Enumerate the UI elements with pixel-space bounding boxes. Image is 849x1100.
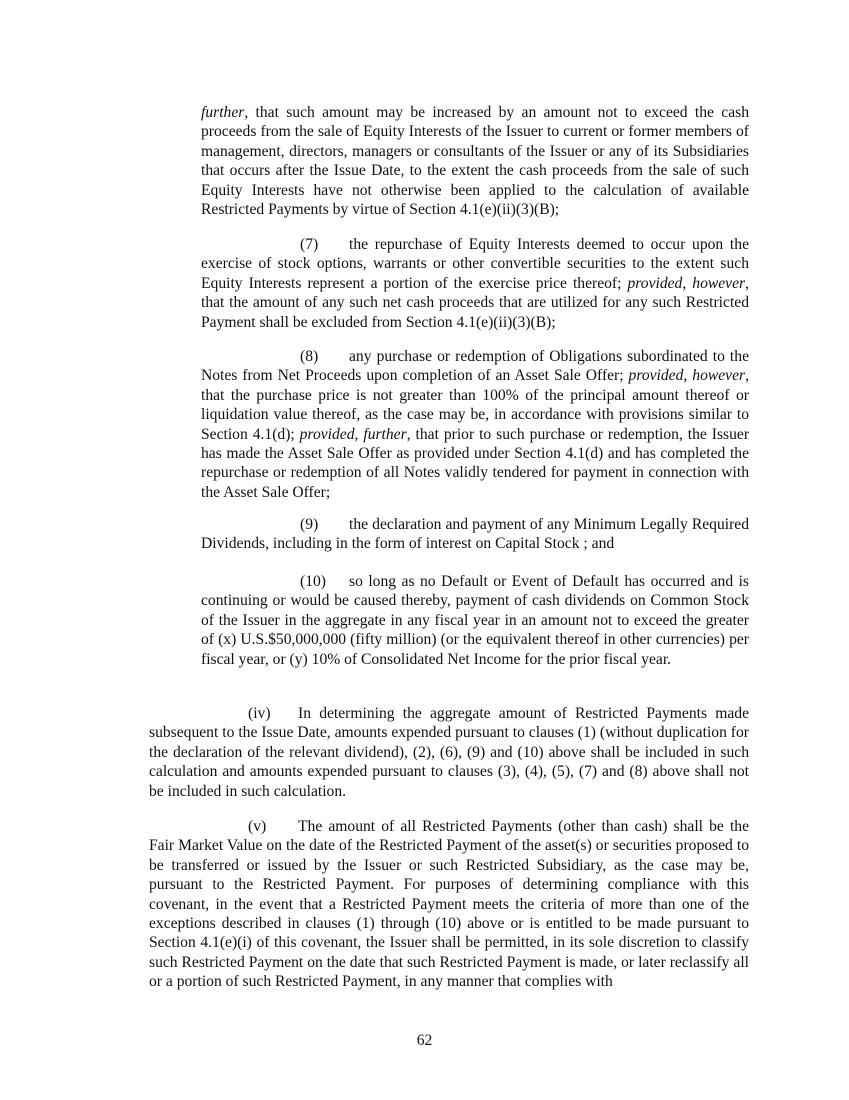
clause-iv: [149, 704, 749, 801]
clause-7-italic-1: provided: [627, 274, 683, 292]
clause-v-text: The amount of all Restricted Payments (other than cash) shall be the Fair Market Value on the date of the Restricted Payment of the asset(s) or securities proposed to be transferred or issued by the Issuer or such Restricted Subsidiary, as the case may be, pursuant to the Restricted Payment. For purposes of determining compliance with this covenant, in the event that a Restricted Payment meets the criteria of more than one of the exceptions described in clauses (1) through (10) above or is entitled to be made pursuant to Section 4.1(e)(i) of this covenant, the Issuer shall be permitted, in its sole discretion to classify such Restricted Payment on the date that such Restricted Payment is made, or later reclassify all or a portion of such Restricted Payment, in any manner that complies with: [149, 818, 749, 991]
clause-8-text-5: , that prior to such purchase or redemption, the Issuer has made the Asset Sale Offer as provided under Section 4.1(d) and has completed the repurchase or redemption of all Notes validly tendered for payment in connection with the Asset Sale Offer;: [201, 425, 750, 501]
clause-8-text-3: , that the purchase price is not greater than 100% of the principal amount thereof or liquidation value thereof, as the case may be, in accordance with provisions similar to Section 4.1(d);: [201, 367, 749, 443]
clause-8-text-4: ,: [354, 425, 364, 443]
clause-v-number: (v): [248, 818, 267, 835]
clause-8-italic-1: provided: [628, 367, 684, 385]
clause-iv-number: (iv): [248, 705, 271, 722]
clause-7-text-2: ,: [682, 274, 693, 292]
clause-iv-text: In determining the aggregate amount of Restricted Payments made subsequent to the Issue Date, amounts expended pursuant to clauses (1) (without duplication for the declaration of the relevant dividend), (2), (6), (9) and (10) above shall be included in such calculation and amounts expended pursuant to clauses (3), (4), (5), (7) and (8) above shall not be included in such calculation.: [149, 705, 749, 800]
clause-10-number: (10): [300, 573, 326, 590]
clause-7-text-1: the repurchase of Equity Interests deemed to occur upon the exercise of stock options, warrants or other convertible securities to the extent such Equity Interests represent a portion of the exercise price thereof;: [201, 236, 749, 292]
clause-8-text-2: ,: [683, 367, 693, 385]
page-number: 62: [416, 1032, 433, 1049]
clause-v: [149, 817, 749, 992]
clause-7-italic-2: however: [692, 274, 746, 292]
clause-8-italic-2: however: [692, 367, 746, 385]
clause-9-number: (9): [300, 516, 319, 533]
clause-8-italic-4: further: [363, 425, 407, 443]
clause-8-text-1: any purchase or redemption of Obligations subordinated to the Notes from Net Proceeds upon completion of an Asset Sale Offer;: [201, 348, 749, 385]
clause-7: [201, 235, 749, 332]
clause-8: [201, 347, 749, 502]
clause-10-text: so long as no Default or Event of Default has occurred and is continuing or would be caused thereby, payment of cash dividends on Common Stock of the Issuer in the aggregate in any fiscal year in an amount not to exceed the greater of (x) U.S.$50,000,000 (fifty million) (or the equivalent thereof in other currencies) per fiscal year, or (y) 10% of Consolidated Net Income for the prior fiscal year.: [201, 573, 749, 668]
continuation-paragraph: [201, 103, 749, 219]
clause-7-text-3: , that the amount of any such net cash proceeds that are utilized for any such Restricted Payment shall be excluded from Section 4.1(e)(ii)(3)(B);: [201, 274, 749, 331]
clause-7-number: (7): [300, 236, 319, 253]
clause-10: [201, 572, 749, 669]
continuation-lead-italic: further: [201, 104, 245, 121]
clause-8-italic-3: provided: [299, 425, 355, 443]
continuation-text: , that such amount may be increased by an amount not to exceed the cash proceeds from the sale of Equity Interests of the Issuer to current or former members of management, directors, managers or consultants of the Issuer or any of its Subsidiaries that occurs after the Issue Date, to the extent the cash proceeds from the sale of such Equity Interests have not otherwise been applied to the calculation of available Restricted Payments by virtue of Section 4.1(e)(ii)(3)(B);: [201, 104, 749, 219]
clause-9-text: the declaration and payment of any Minimum Legally Required Dividends, including in the form of interest on Capital Stock ; and: [201, 516, 749, 553]
clause-9: [201, 515, 749, 554]
clause-8-number: (8): [300, 348, 319, 365]
